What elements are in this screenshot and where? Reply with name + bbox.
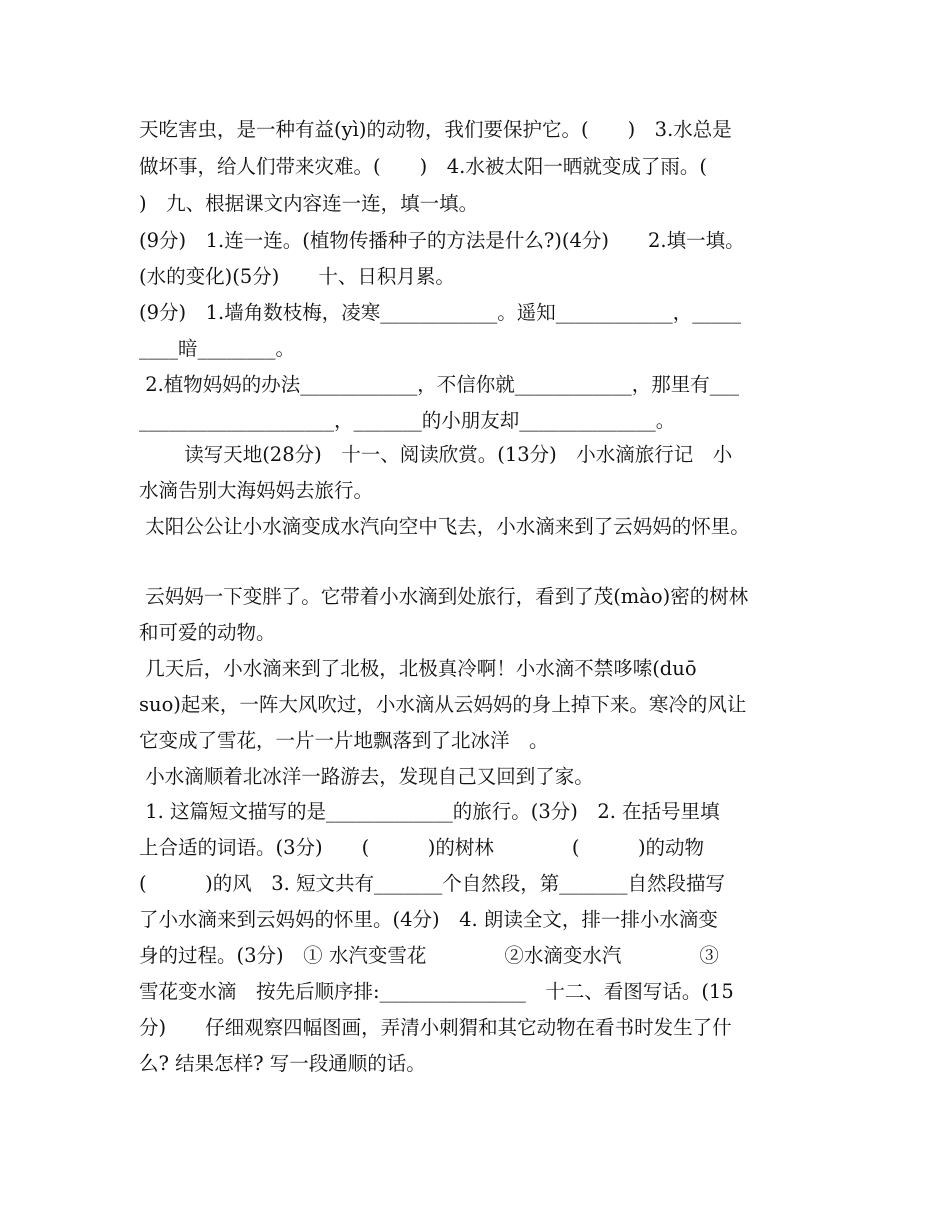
- text-line: 上合适的词语。(3分) ( )的树林 ( )的动物: [139, 836, 705, 859]
- text-line: 1. 这篇短文描写的是_____________的旅行。(3分) 2. 在括号里填: [139, 800, 720, 823]
- text-line: 云妈妈一下变胖了。它带着小水滴到处旅行，看到了茂(mào)密的树林: [139, 585, 749, 608]
- text-line: 小水滴顺着北冰洋一路游去，发现自己又回到了家。: [139, 765, 594, 788]
- text-line: 做坏事，给人们带来灾难。( ) 4.水被太阳一晒就变成了雨。(: [139, 155, 707, 178]
- text-line: 雪花变水滴 按先后顺序排:_______________ 十二、看图写话。(15: [139, 980, 734, 1003]
- text-line: 天吃害虫，是一种有益(yì)的动物，我们要保护它。( ) 3.水总是: [139, 118, 732, 141]
- text-line: ( )的风 3. 短文共有_______个自然段，第_______自然段描写: [139, 872, 726, 895]
- text-line: 读写天地(28分) 十一、阅读欣赏。(13分) 小水滴旅行记 小: [139, 443, 733, 466]
- text-line: 和可爱的动物。: [139, 621, 276, 644]
- text-line: 水滴告别大海妈妈去旅行。: [139, 479, 374, 502]
- text-line: ____暗________。: [139, 337, 296, 360]
- text-line: 太阳公公让小水滴变成水汽向空中飞去，小水滴来到了云妈妈的怀里。: [139, 515, 750, 538]
- text-line: ____________________，_______的小朋友却______________。: [139, 409, 676, 432]
- text-line: ) 九、根据课文内容连一连，填一填。: [139, 192, 479, 215]
- text-line: 身的过程。(3分) ① 水汽变雪花 ②水滴变水汽 ③: [139, 944, 719, 967]
- text-line: 2.植物妈妈的办法____________，不信你就____________，那里有___: [139, 373, 740, 396]
- text-line: 几天后，小水滴来到了北极，北极真冷啊！小水滴不禁哆嗦(duō: [139, 657, 697, 680]
- text-line: 分) 仔细观察四幅图画，弄清小刺猬和其它动物在看书时发生了什: [139, 1016, 732, 1039]
- text-line: (水的变化)(5分) 十、日积月累。: [139, 265, 455, 288]
- text-line: (9分) 1.墙角数枝梅，凌寒____________。遥知____________，_____: [139, 301, 741, 324]
- text-line: suo)起来，一阵大风吹过，小水滴从云妈妈的身上掉下来。寒冷的风让: [139, 693, 747, 716]
- text-line: 了小水滴来到云妈妈的怀里。(4分) 4. 朗读全文，排一排小水滴变: [139, 908, 718, 931]
- text-line: 么? 结果怎样? 写一段通顺的话。: [139, 1052, 426, 1075]
- text-line: 它变成了雪花，一片一片地飘落到了北冰洋 。: [139, 729, 549, 752]
- text-line: (9分) 1.连一连。(植物传播种子的方法是什么?)(4分) 2.填一填。: [139, 229, 745, 252]
